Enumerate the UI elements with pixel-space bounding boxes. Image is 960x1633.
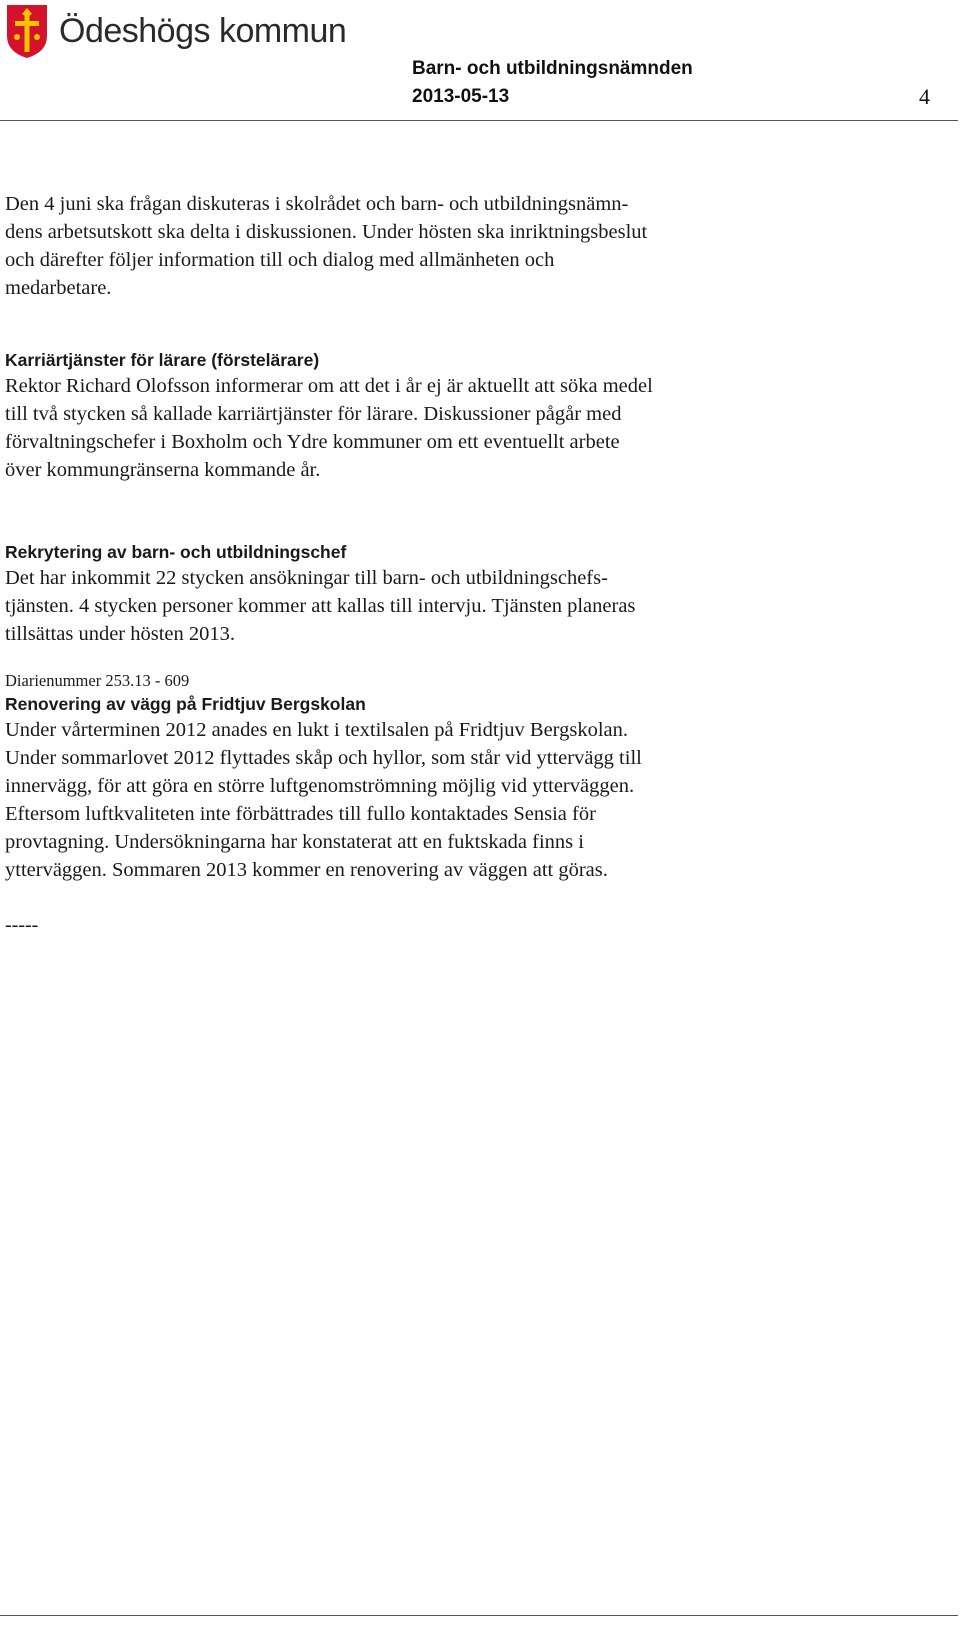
document-body — [5, 190, 785, 936]
text-line: provtagning. Undersökningarna har konstaterat att en fuktskada finns i — [5, 831, 584, 853]
text-line: medarbetare. — [5, 277, 112, 299]
text-line: Eftersom luftkvaliteten inte förbättrades till fullo kontaktades Sensia för — [5, 803, 596, 825]
section-heading: Rekrytering av barn- och utbildningschef — [5, 542, 347, 562]
page-number: 4 — [919, 84, 930, 109]
text-line: och därefter följer information till och dialog med allmänheten och — [5, 249, 555, 271]
intro-paragraph — [5, 190, 785, 302]
diarienummer: Diarienummer 253.13 - 609 — [5, 671, 190, 690]
text-line: innervägg, för att göra en större luftgenomströmning möjlig vid ytterväggen. — [5, 775, 635, 797]
crest-icon — [4, 2, 50, 60]
text-line: tjänsten. 4 stycken personer kommer att kallas till intervju. Tjänsten planeras — [5, 595, 636, 617]
section-renovering — [5, 670, 785, 884]
text-line: förvaltningschefer i Boxholm och Ydre kommuner om ett eventuellt arbete — [5, 431, 620, 453]
section-karriartjanster — [5, 348, 785, 484]
text-line: Det har inkommit 22 stycken ansökningar till barn- och utbildningschefs- — [5, 567, 608, 589]
text-line: till två stycken så kallade karriärtjänster för lärare. Diskussioner pågår med — [5, 403, 622, 425]
text-line: tillsättas under hösten 2013. — [5, 623, 236, 645]
footer-divider — [0, 1615, 958, 1616]
org-name: Ödeshögs kommun — [59, 11, 347, 50]
end-marker: ----- — [5, 914, 39, 936]
text-line: Under sommarlovet 2012 flyttades skåp och hyllor, som står vid yttervägg till — [5, 747, 642, 769]
text-line: Rektor Richard Olofsson informerar om att det i år ej är aktuellt att söka medel — [5, 375, 653, 397]
committee-name: Barn- och utbildningsnämnden — [412, 58, 693, 79]
section-rekrytering — [5, 540, 785, 648]
org-logo — [4, 2, 346, 60]
text-line: dens arbetsutskott ska delta i diskussionen. Under hösten ska inriktningsbeslut — [5, 221, 648, 243]
text-line: Den 4 juni ska frågan diskuteras i skolrådet och barn- och utbildningsnämn- — [5, 193, 629, 215]
section-heading: Renovering av vägg på Fridtjuv Bergskolan — [5, 694, 366, 714]
meeting-date: 2013-05-13 — [412, 86, 510, 107]
text-line: ytterväggen. Sommaren 2013 kommer en renovering av väggen att göras. — [5, 859, 608, 881]
text-line: över kommungränserna kommande år. — [5, 459, 321, 481]
section-heading: Karriärtjänster för lärare (förstelärare) — [5, 350, 320, 370]
header-divider — [0, 120, 958, 121]
text-line: Under vårterminen 2012 anades en lukt i textilsalen på Fridtjuv Bergskolan. — [5, 719, 629, 741]
